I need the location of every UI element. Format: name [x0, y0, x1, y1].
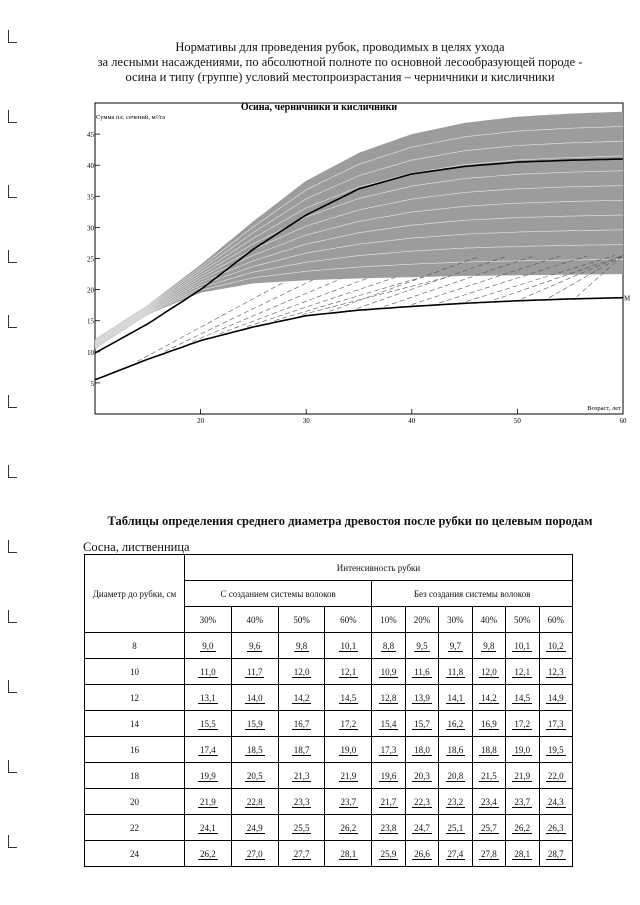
table-row — [85, 633, 573, 659]
x-tick-label: 50 — [513, 417, 521, 425]
diameter-after-cell: 18,7 — [278, 737, 325, 763]
diameter-after-cell: 17,3 — [372, 737, 405, 763]
y-tick-label: 30 — [87, 224, 94, 233]
binder-mark — [8, 395, 17, 408]
diameter-after-cell: 21,9 — [506, 763, 539, 789]
table-row — [85, 841, 573, 867]
diameter-after-cell: 25,5 — [278, 815, 325, 841]
diameter-after-cell: 16,2 — [439, 711, 472, 737]
diameter-after-cell: 19,0 — [506, 737, 539, 763]
diameter-after-cell: 15,4 — [372, 711, 405, 737]
diameter-after-cell: 27,4 — [439, 841, 472, 867]
intensity-col-header: 30% — [439, 607, 472, 633]
diameter-after-cell: 23,8 — [372, 815, 405, 841]
diameter-after-cell: 28,1 — [506, 841, 539, 867]
diameter-after-cell: 10,2 — [539, 633, 573, 659]
intensity-col-header: 20% — [405, 607, 438, 633]
diameter-after-cell: 11,8 — [439, 659, 472, 685]
diameter-after-cell: 14,1 — [439, 685, 472, 711]
intensity-col-header: 50% — [278, 607, 325, 633]
standards-chart — [84, 96, 629, 426]
diameter-after-cell: 9,7 — [439, 633, 472, 659]
diameter-after-cell: 9,5 — [405, 633, 438, 659]
diameter-after-cell: 11,0 — [185, 659, 232, 685]
diameter-after-cell: 26,2 — [185, 841, 232, 867]
diameter-after-cell: 17,2 — [506, 711, 539, 737]
y-axis-label: Сумма пл. сечений, м²/га — [96, 114, 165, 121]
diameter-after-cell: 27,7 — [278, 841, 325, 867]
diameter-after-cell: 20,5 — [231, 763, 278, 789]
x-tick-label: 40 — [408, 417, 416, 425]
diameter-after-cell: 19,5 — [539, 737, 573, 763]
heading-line-3: осина и типу (группе) условий местопроизрастания – черничники и кисличники — [125, 70, 555, 84]
diameter-before-cell: 18 — [85, 763, 185, 789]
y-tick-label: 35 — [87, 193, 94, 202]
binder-mark — [8, 835, 17, 848]
diameter-after-cell: 25,7 — [472, 815, 505, 841]
binder-mark — [8, 680, 17, 693]
diameter-after-cell: 23,7 — [506, 789, 539, 815]
diameter-after-cell: 17,2 — [325, 711, 372, 737]
intensity-col-header: 60% — [325, 607, 372, 633]
diameter-after-cell: 15,5 — [185, 711, 232, 737]
heading-line-1: Нормативы для проведения рубок, проводимых в целях ухода — [175, 40, 505, 54]
diameter-after-cell: 9,0 — [185, 633, 232, 659]
diameter-after-cell: 20,3 — [405, 763, 438, 789]
binder-mark — [8, 465, 17, 478]
diameter-after-cell: 12,8 — [372, 685, 405, 711]
diameter-before-cell: 14 — [85, 711, 185, 737]
diameter-after-cell: 9,8 — [278, 633, 325, 659]
diameter-after-cell: 22,8 — [231, 789, 278, 815]
diameter-after-cell: 12,0 — [278, 659, 325, 685]
diameter-after-cell: 15,9 — [231, 711, 278, 737]
diameter-after-cell: 20,8 — [439, 763, 472, 789]
diameter-after-cell: 26,2 — [325, 815, 372, 841]
diameter-after-cell: 16,7 — [278, 711, 325, 737]
diameter-after-cell: 12,1 — [506, 659, 539, 685]
intensity-col-header: 10% — [372, 607, 405, 633]
diameter-table — [84, 554, 573, 867]
diameter-after-cell: 21,5 — [472, 763, 505, 789]
y-tick-label: 10 — [87, 348, 94, 357]
diameter-after-cell: 18,8 — [472, 737, 505, 763]
diameter-after-cell: 28,1 — [325, 841, 372, 867]
binder-mark — [8, 250, 17, 263]
chart-svg — [84, 96, 629, 426]
diameter-after-cell: 17,3 — [539, 711, 573, 737]
diameter-after-cell: 16,9 — [472, 711, 505, 737]
diameter-before-cell: 20 — [85, 789, 185, 815]
diameter-after-cell: 23,7 — [325, 789, 372, 815]
diameter-after-cell: 8,8 — [372, 633, 405, 659]
diameter-after-cell: 11,7 — [231, 659, 278, 685]
x-tick-label: 30 — [302, 417, 310, 425]
diameter-after-cell: 27,8 — [472, 841, 505, 867]
diameter-after-cell: 26,2 — [506, 815, 539, 841]
binder-mark — [8, 540, 17, 553]
diameter-after-cell: 24,3 — [539, 789, 573, 815]
intensity-col-header: 40% — [231, 607, 278, 633]
y-tick-label: 25 — [87, 255, 94, 264]
diameter-after-cell: 14,5 — [325, 685, 372, 711]
diameter-after-cell: 21,9 — [185, 789, 232, 815]
binder-mark — [8, 185, 17, 198]
diameter-after-cell: 27,0 — [231, 841, 278, 867]
diameter-after-cell: 14,2 — [472, 685, 505, 711]
x-tick-label: 60 — [619, 417, 627, 425]
diameter-after-cell: 9,6 — [231, 633, 278, 659]
diameter-after-cell: 19,0 — [325, 737, 372, 763]
binder-mark — [8, 315, 17, 328]
table-row — [85, 659, 573, 685]
diameter-after-cell: 24,9 — [231, 815, 278, 841]
binder-mark — [8, 760, 17, 773]
diameter-after-cell: 19,6 — [372, 763, 405, 789]
diameter-after-cell: 18,6 — [439, 737, 472, 763]
binder-mark — [8, 30, 17, 43]
table-row — [85, 737, 573, 763]
diameter-after-cell: 12,1 — [325, 659, 372, 685]
diameter-after-cell: 10,9 — [372, 659, 405, 685]
binder-mark — [8, 110, 17, 123]
y-tick-label: 45 — [87, 131, 94, 140]
diameter-before-cell: 22 — [85, 815, 185, 841]
table-row — [85, 763, 573, 789]
row-header-cell: Диаметр до рубки, см — [85, 555, 185, 633]
diameter-after-cell: 19,9 — [185, 763, 232, 789]
diameter-after-cell: 18,0 — [405, 737, 438, 763]
diameter-after-cell: 10,1 — [506, 633, 539, 659]
y-tick-label: 15 — [87, 317, 94, 326]
diameter-after-cell: 23,4 — [472, 789, 505, 815]
diameter-after-cell: 21,9 — [325, 763, 372, 789]
y-tick-label: 20 — [87, 286, 94, 295]
diameter-after-cell: 15,7 — [405, 711, 438, 737]
diameter-after-cell: 21,3 — [278, 763, 325, 789]
table-row — [85, 815, 573, 841]
y-tick-label: 5 — [90, 379, 94, 388]
diameter-after-cell: 23,2 — [439, 789, 472, 815]
diameter-after-cell: 21,7 — [372, 789, 405, 815]
diameter-after-cell: 14,0 — [231, 685, 278, 711]
diameter-after-cell: 14,5 — [506, 685, 539, 711]
diameter-after-cell: 26,6 — [405, 841, 438, 867]
diameter-after-cell: 14,9 — [539, 685, 573, 711]
diameter-before-cell: 12 — [85, 685, 185, 711]
table-row — [85, 711, 573, 737]
section-title: Таблицы определения среднего диаметра древостоя после рубки по целевым породам — [107, 514, 593, 528]
diameter-after-cell: 12,3 — [539, 659, 573, 685]
diameter-before-cell: 16 — [85, 737, 185, 763]
diameter-after-cell: 26,3 — [539, 815, 573, 841]
diameter-after-cell: 10,1 — [325, 633, 372, 659]
diameter-after-cell: 18,5 — [231, 737, 278, 763]
x-tick-label: 20 — [197, 417, 205, 425]
diameter-after-cell: 11,6 — [405, 659, 438, 685]
diameter-after-cell: 13,1 — [185, 685, 232, 711]
intensity-col-header: 30% — [185, 607, 232, 633]
binder-margin — [0, 0, 22, 905]
diameter-after-cell: 23,3 — [278, 789, 325, 815]
diameter-after-cell: 28,7 — [539, 841, 573, 867]
diameter-after-cell: 12,0 — [472, 659, 505, 685]
diameter-after-cell: 17,4 — [185, 737, 232, 763]
diameter-after-cell: 13,9 — [405, 685, 438, 711]
diameter-after-cell: 25,9 — [372, 841, 405, 867]
table-row — [85, 789, 573, 815]
x-axis-label: Возраст, лет — [587, 405, 621, 412]
minimum-line-label: М — [624, 294, 631, 303]
diameter-before-cell: 24 — [85, 841, 185, 867]
table-row — [85, 685, 573, 711]
diameter-after-cell: 25,1 — [439, 815, 472, 841]
diameter-after-cell: 24,7 — [405, 815, 438, 841]
intensity-header: Интенсивность рубки — [185, 555, 573, 581]
diameter-after-cell: 24,1 — [185, 815, 232, 841]
y-tick-label: 40 — [87, 162, 94, 171]
group-with-header: С созданием системы волоков — [185, 581, 372, 607]
binder-mark — [8, 610, 17, 623]
table-caption: Сосна, лиственница — [83, 540, 190, 554]
intensity-col-header: 40% — [472, 607, 505, 633]
diameter-before-cell: 10 — [85, 659, 185, 685]
diameter-after-cell: 14,2 — [278, 685, 325, 711]
diameter-after-cell: 22,0 — [539, 763, 573, 789]
group-without-header: Без создания системы волоков — [372, 581, 573, 607]
page-heading — [60, 40, 620, 85]
intensity-col-header: 60% — [539, 607, 573, 633]
diameter-before-cell: 8 — [85, 633, 185, 659]
heading-line-2: за лесными насаждениями, по абсолютной полноте по основной лесообразующей породе - — [97, 55, 583, 69]
intensity-col-header: 50% — [506, 607, 539, 633]
chart-title: Осина, черничники и кисличники — [240, 102, 398, 113]
diameter-after-cell: 9,8 — [472, 633, 505, 659]
diameter-after-cell: 22,3 — [405, 789, 438, 815]
